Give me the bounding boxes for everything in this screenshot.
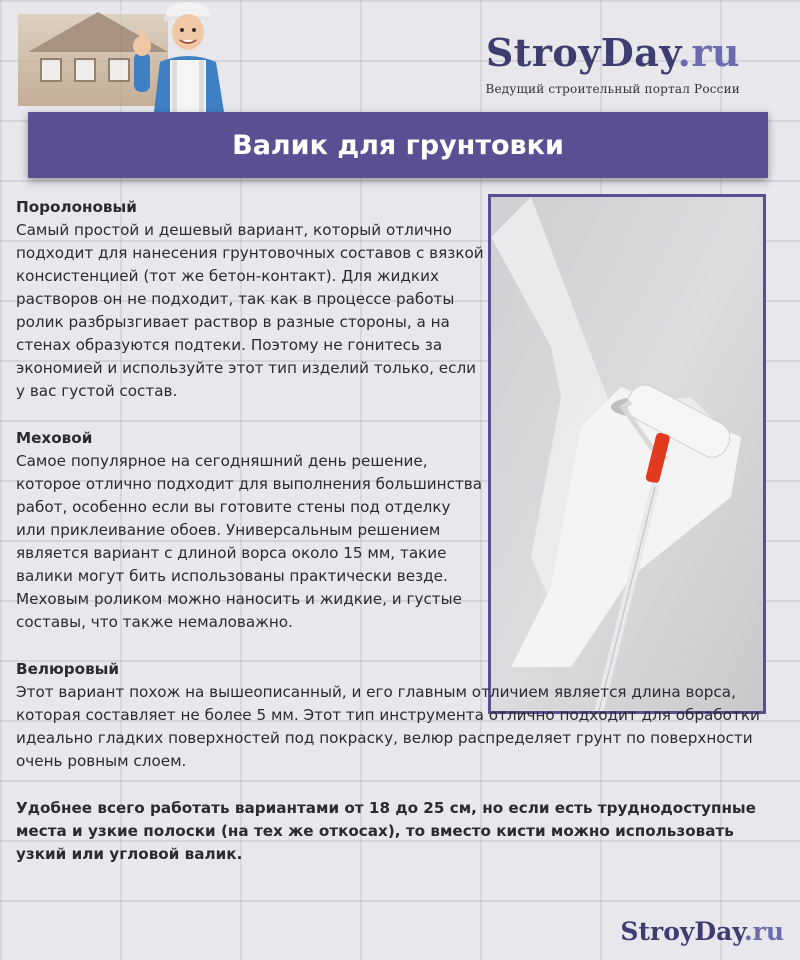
section-heading: Меховой [16, 429, 93, 447]
section-body: Самый простой и дешевый вариант, который отлично подходит для нанесения грунтовочных составов с вязкой консистенцией (тот же бетон-контакт). Для жидких растворов он не подходит, так как в процессе работы ролик разбрызгивает раствор в разные стороны, а на стенах образуются подтеки. Поэтому не гонитесь за экономией и используйте этот тип изделий только, если у вас густой состав. [16, 221, 484, 400]
header [0, 0, 800, 112]
section-foam [16, 196, 484, 403]
section-heading: Поролоновый [16, 198, 137, 216]
site-tagline: Ведущий строительный портал России [485, 82, 740, 96]
article-content [16, 196, 786, 866]
title-bar [28, 112, 768, 178]
footer-logo[interactable]: StroyDay.ru [620, 917, 784, 946]
section-fur [16, 427, 484, 634]
section-body: Самое популярное на сегодняшний день решение, которое отлично подходит для выполнения большинства работ, особенно если вы готовите стены под отделку или приклеивание обоев. Универсальным решением является вариант с длиной ворса около 15 мм, такие валики могут бить использованы практически везде. Меховым роликом можно наносить и жидкие, и густые составы, что также немаловажно. [16, 452, 483, 631]
worker-illustration [120, 0, 240, 112]
site-logo[interactable]: StroyDay.ru Ведущий строительный портал России [485, 30, 740, 96]
section-heading: Велюровый [16, 660, 120, 678]
conclusion: Удобнее всего работать вариантами от 18 до 25 см, но если есть труднодоступные места и узкие полоски (на тех же откосах), то вместо кисти можно использовать узкий или угловой валик. [16, 799, 756, 863]
section-velour [16, 658, 776, 773]
section-body: Этот вариант похож на вышеописанный, и его главным отличием является длина ворса, которая составляет не более 5 мм. Этот тип инструмента отлично подходит для обработки идеально гладких поверхностей под покраску, велюр распределяет грунт по поверхности очень ровным слоем. [16, 683, 760, 770]
page-title: Валик для грунтовки [232, 129, 564, 161]
